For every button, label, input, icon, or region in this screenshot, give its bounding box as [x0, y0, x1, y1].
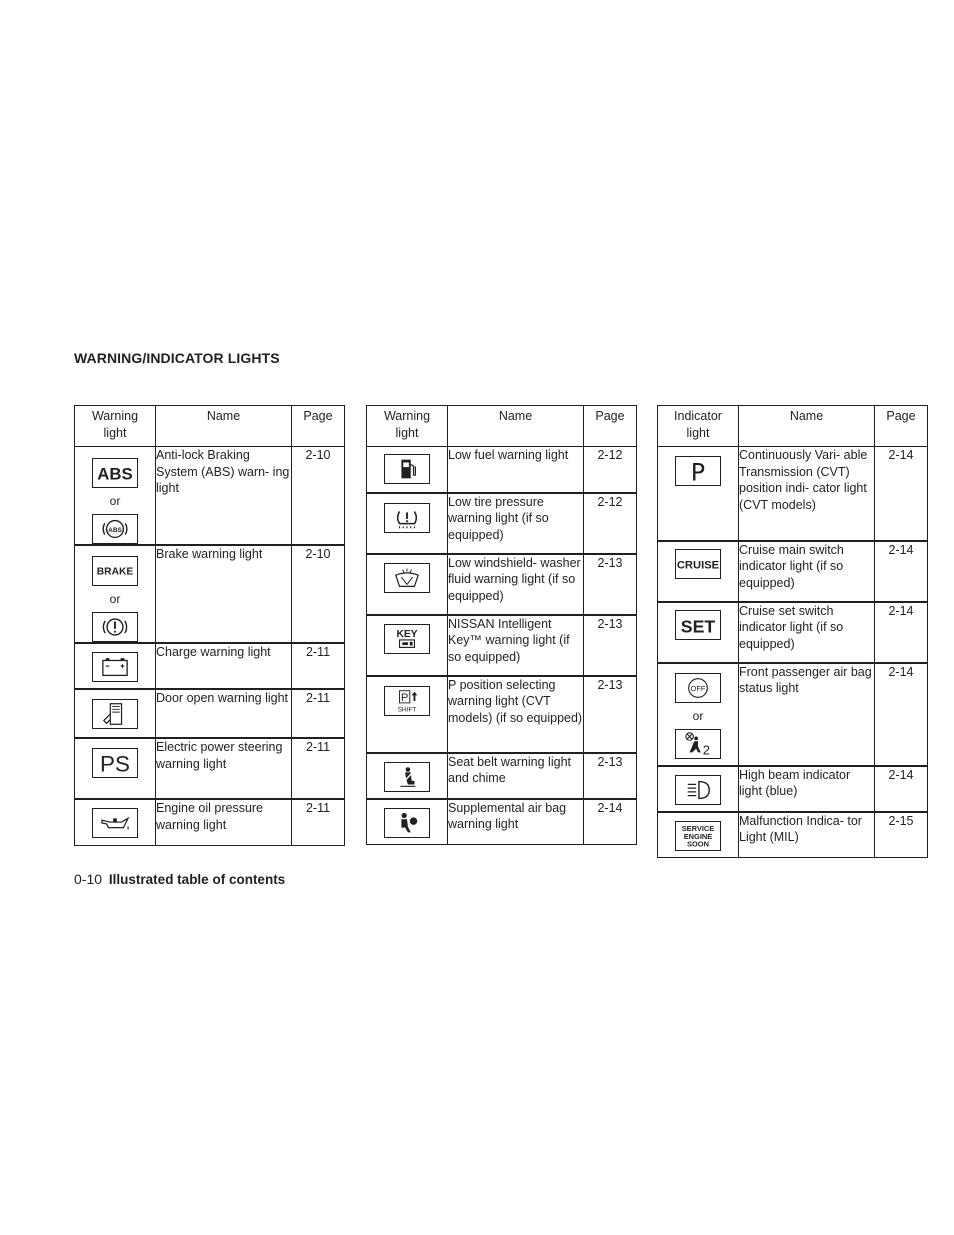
light-name: Low windshield- washer fluid warning light (if so equipped): [448, 554, 584, 615]
page-ref: 2-14: [875, 541, 928, 602]
table-row: [367, 799, 637, 845]
table-row: [75, 689, 345, 738]
ps-icon: [92, 748, 138, 778]
table-row: [75, 799, 345, 845]
ps-icon-label: PS: [100, 751, 130, 777]
table-row: [367, 447, 637, 493]
column-header-light: Indicator light: [658, 406, 739, 447]
table-row: [658, 766, 928, 812]
warning-lights-table-1: [74, 405, 345, 846]
table-row: [658, 602, 928, 663]
icon-cell: [75, 738, 156, 799]
table-row: [75, 447, 345, 546]
passenger-airbag-icon: [675, 729, 721, 759]
icon-cell: [658, 447, 739, 541]
washer-fluid-icon: [384, 563, 430, 593]
light-name: Door open warning light: [156, 689, 292, 738]
or-label: or: [109, 592, 121, 606]
page-ref: 2-11: [292, 799, 345, 845]
icon-cell: [367, 753, 448, 799]
column-header-page: Page: [875, 406, 928, 447]
column-header-light: Warning light: [75, 406, 156, 447]
or-label: or: [109, 494, 121, 508]
column-header-page: Page: [584, 406, 637, 447]
shift-label: SHIFT: [397, 705, 417, 713]
warning-lights-table-2: [366, 405, 637, 845]
oil-can-icon: [92, 808, 138, 838]
soon-label: SOON: [687, 839, 709, 849]
service-label: SERVICE: [681, 823, 715, 833]
light-name: P position selecting warning light (CVT models) (if so equipped): [448, 676, 584, 753]
page-ref: 2-11: [292, 738, 345, 799]
p-position-icon: [675, 456, 721, 486]
page-ref: 2-13: [584, 615, 637, 676]
page-ref: 2-13: [584, 753, 637, 799]
page-ref: 2-12: [584, 447, 637, 493]
brake-text-icon: [92, 556, 138, 586]
icon-cell: [75, 447, 156, 546]
column-header-name: Name: [448, 406, 584, 447]
icon-cell: [367, 615, 448, 676]
light-name: High beam indicator light (blue): [739, 766, 875, 812]
table-row: [75, 643, 345, 689]
two-label: 2: [702, 741, 711, 757]
abs-circle-icon: [92, 514, 138, 544]
light-name: Front passenger air bag status light: [739, 663, 875, 766]
page-ref: 2-14: [875, 602, 928, 663]
column-header-light: Warning light: [367, 406, 448, 447]
tire-pressure-icon: [384, 503, 430, 533]
page-ref: 2-11: [292, 689, 345, 738]
icon-cell: [658, 602, 739, 663]
column-header-name: Name: [156, 406, 292, 447]
table-header-row: [367, 406, 637, 447]
abs-text-icon: [92, 458, 138, 488]
abs-text-icon-label: ABS: [97, 464, 133, 484]
brake-text-icon-label: BRAKE: [96, 566, 134, 578]
page-ref: 2-14: [875, 663, 928, 766]
table-row: [367, 554, 637, 615]
table-row: [367, 753, 637, 799]
key-icon-label: KEY: [396, 628, 418, 640]
icon-cell: [75, 799, 156, 845]
section-title: WARNING/INDICATOR LIGHTS: [74, 350, 280, 366]
light-name: Low tire pressure warning light (if so equipped): [448, 493, 584, 554]
p-shift-icon: [384, 686, 430, 716]
cruise-icon: [675, 549, 721, 579]
high-beam-icon: [675, 775, 721, 805]
icon-cell: [75, 689, 156, 738]
table-header-row: [658, 406, 928, 447]
light-name: Anti-lock Braking System (ABS) warn- ing light: [156, 447, 292, 546]
table-row: [658, 447, 928, 541]
page-ref: 2-14: [584, 799, 637, 845]
table-row: [75, 738, 345, 799]
table-row: [367, 676, 637, 753]
light-name: Cruise main switch indicator light (if so equipped): [739, 541, 875, 602]
light-name: Cruise set switch indicator light (if so equipped): [739, 602, 875, 663]
set-label: SET: [680, 615, 716, 636]
icon-cell: [75, 545, 156, 643]
intelligent-key-icon: [384, 624, 430, 654]
page-number: 0-10: [74, 871, 103, 887]
page-ref: 2-13: [584, 676, 637, 753]
icon-cell: [658, 766, 739, 812]
icon-cell: [367, 676, 448, 753]
table-row: [658, 663, 928, 766]
or-label: or: [692, 708, 704, 723]
icon-cell: [75, 643, 156, 689]
page-ref: 2-14: [875, 766, 928, 812]
light-name: Engine oil pressure warning light: [156, 799, 292, 845]
icon-cell: [658, 812, 739, 858]
icon-cell: [658, 541, 739, 602]
seat-belt-icon: [384, 762, 430, 792]
page-ref: 2-12: [584, 493, 637, 554]
airbag-icon: [384, 808, 430, 838]
light-name: NISSAN Intelligent Key™ warning light (if so equipped): [448, 615, 584, 676]
off-label: OFF: [690, 683, 706, 693]
fuel-pump-icon: [384, 454, 430, 484]
page-ref: 2-10: [292, 447, 345, 546]
light-name: Supplemental air bag warning light: [448, 799, 584, 845]
light-name: Brake warning light: [156, 545, 292, 643]
p-position-label: P: [690, 457, 706, 485]
icon-cell: [367, 493, 448, 554]
light-name: Electric power steering warning light: [156, 738, 292, 799]
airbag-off-icon: [675, 673, 721, 703]
light-name: Seat belt warning light and chime: [448, 753, 584, 799]
light-name: Malfunction Indica- tor Light (MIL): [739, 812, 875, 858]
icon-cell: [658, 663, 739, 766]
indicator-lights-table: [657, 405, 928, 858]
table-row: [367, 615, 637, 676]
light-name: Continuously Vari- able Transmission (CVT) position indi- cator light (CVT models): [739, 447, 875, 541]
battery-icon: [92, 652, 138, 682]
service-engine-soon-icon: [675, 821, 721, 851]
light-name: Low fuel warning light: [448, 447, 584, 493]
icon-cell: [367, 799, 448, 845]
section-name: Illustrated table of contents: [108, 872, 286, 887]
table-row: [658, 541, 928, 602]
page-ref: 2-10: [292, 545, 345, 643]
page-ref: 2-15: [875, 812, 928, 858]
abs-circle-icon-label: ABS: [108, 526, 122, 534]
table-row: [367, 493, 637, 554]
brake-circle-icon: [92, 612, 138, 642]
page-ref: 2-14: [875, 447, 928, 541]
page-footer: [74, 871, 285, 887]
page-ref: 2-11: [292, 643, 345, 689]
set-icon: [675, 610, 721, 640]
shift-p-label: P: [400, 691, 409, 704]
table-row: [658, 812, 928, 858]
icon-cell: [367, 447, 448, 493]
door-open-icon: [92, 699, 138, 729]
table-header-row: [75, 406, 345, 447]
icon-cell: [367, 554, 448, 615]
light-name: Charge warning light: [156, 643, 292, 689]
column-header-page: Page: [292, 406, 345, 447]
cruise-label: CRUISE: [676, 559, 720, 572]
engine-label: ENGINE: [683, 831, 713, 841]
page-ref: 2-13: [584, 554, 637, 615]
table-row: [75, 545, 345, 643]
column-header-name: Name: [739, 406, 875, 447]
